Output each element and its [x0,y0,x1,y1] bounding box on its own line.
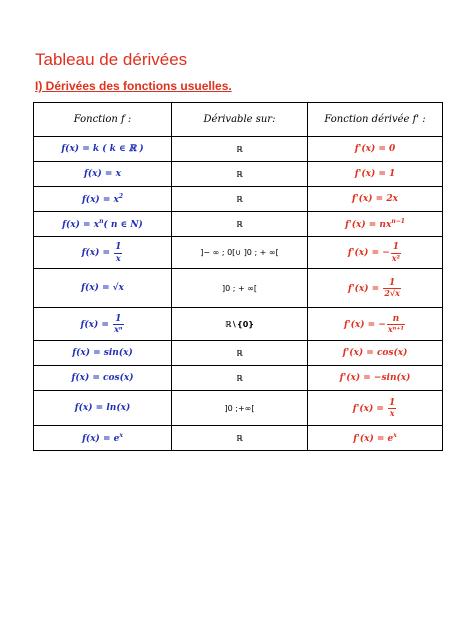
function-cell: f(x) = x [34,162,172,187]
domain-cell: ℝ [172,162,308,187]
table-row [34,308,443,341]
page-title: Tableau de dérivées [35,50,188,69]
derivative-cell: f'(x) = −sin(x) [308,366,443,391]
domain-cell: ℝ [172,212,308,237]
table-row [34,426,443,451]
function-cell: $f(x) = x^2$ [34,187,172,212]
header-derivable: Dérivable sur: [172,103,308,137]
function-cell: $f(x) = x^n$( n ∈ N) [34,212,172,237]
function-cell: f(x) = cos(x) [34,366,172,391]
derivatives-table [33,102,443,451]
table-row [34,162,443,187]
table-row [34,137,443,162]
domain-cell: ]0 ;+∞[ [172,391,308,426]
domain-cell: ℝ [172,137,308,162]
derivative-cell: f'(x) = $\frac{1}{2√x}$ [308,269,443,308]
table-row [34,269,443,308]
domain-cell: ℝ [172,187,308,212]
table-row [34,341,443,366]
function-cell: f(x) = ln(x) [34,391,172,426]
function-cell: f(x) = $\frac{1}{\text{xⁿ}}$ [34,308,172,341]
table-header-row [34,103,443,137]
domain-cell: ℝ∖{0} [172,308,308,341]
table-row [34,237,443,269]
function-cell: f(x) = √x [34,269,172,308]
domain-cell: ℝ [172,426,308,451]
derivative-cell: f'(x) = − $\frac{n}{\text{xⁿ⁺¹}}$ [308,308,443,341]
derivative-cell: f'(x) = − $\frac{1}{\text{x²}}$ [308,237,443,269]
header-derivee: Fonction dérivée f' : [308,103,443,137]
derivative-cell: $f'(x) = e^x$ [308,426,443,451]
function-cell: $f(x) = e^x$ [34,426,172,451]
section-heading: I) Dérivées des fonctions usuelles. [35,79,232,93]
function-cell: f(x) = $\frac{1}{x}$ [34,237,172,269]
derivative-cell: $f'(x) = nx^{n-1}$ [308,212,443,237]
domain-cell: ]0 ; + ∞[ [172,269,308,308]
derivative-cell: f'(x) = 2x [308,187,443,212]
function-cell: f(x) = k ( k ∈ ℝ ) [34,137,172,162]
table-row [34,212,443,237]
derivative-cell: f'(x) = 1 [308,162,443,187]
domain-cell: ]− ∞ ; 0[∪ ]0 ; + ∞[ [172,237,308,269]
header-fonction: Fonction f : [34,103,172,137]
derivative-cell: f'(x) = 0 [308,137,443,162]
derivative-cell: f'(x) = cos(x) [308,341,443,366]
table-row [34,366,443,391]
table-row [34,391,443,426]
function-cell: f(x) = sin(x) [34,341,172,366]
domain-cell: ℝ [172,341,308,366]
table-row [34,187,443,212]
derivative-cell: f'(x) = $\frac{1}{x}$ [308,391,443,426]
domain-cell: ℝ [172,366,308,391]
